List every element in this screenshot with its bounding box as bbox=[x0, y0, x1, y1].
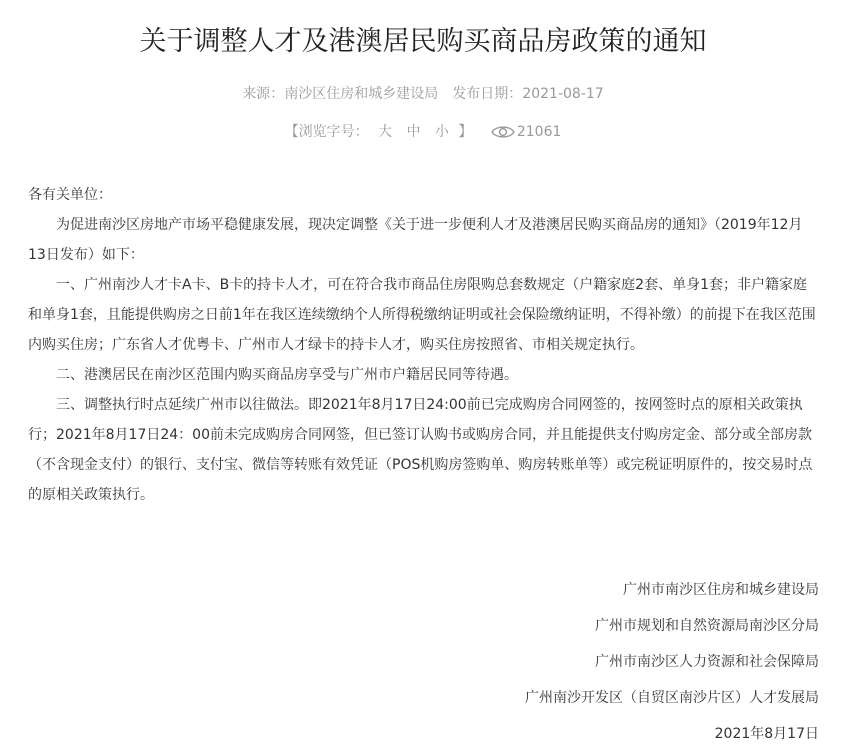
view-count-value: 21061 bbox=[516, 124, 562, 140]
publish-date: 2021-08-17 bbox=[522, 86, 604, 102]
source-value: 南沙区住房和城乡建设局 bbox=[284, 86, 439, 102]
salutation: 各有关单位： bbox=[28, 187, 112, 203]
font-size-medium-button[interactable]: 中 bbox=[406, 124, 421, 140]
clause-three: 三、调整执行时点延续广州市以往做法。即2021年8月17日24:00前已完成购房合同网签的，按网签时点的原相关政策执行；2021年8月17日24：00前未完成购房合同网签，但已签订认购书或购房合同，并且能提供支付购房定金、部分或全部房款（不含现金支付）的银行、支付宝、微信等转账有效凭证（POS机购房签购单、购房转账单等）或完税证明原件的，按交易时点的原相关政策执行。 bbox=[28, 397, 813, 503]
font-size-label: 【浏览字号： bbox=[284, 124, 369, 140]
clause-two: 二、港澳居民在南沙区范围内购买商品房享受与广州市户籍居民同等待遇。 bbox=[56, 367, 518, 383]
font-size-close: 】 bbox=[458, 124, 473, 140]
font-size-small-button[interactable]: 小 bbox=[434, 124, 449, 140]
date-label: 发布日期： bbox=[452, 86, 523, 102]
intro-paragraph: 为促进南沙区房地产市场平稳健康发展，现决定调整《关于进一步便利人才及港澳居民购买商品房的通知》（2019年12月13日发布）如下： bbox=[28, 217, 803, 263]
view-count bbox=[491, 120, 562, 144]
issuer-hr-bureau: 广州市南沙区人力资源和社会保障局 bbox=[595, 654, 819, 670]
eye-icon bbox=[491, 124, 515, 140]
signature-date: 2021年8月17日 bbox=[714, 726, 819, 742]
issuer-talent-bureau: 广州南沙开发区（自贸区南沙片区）人才发展局 bbox=[525, 690, 819, 706]
issuer-housing-bureau: 广州市南沙区住房和城乡建设局 bbox=[623, 582, 819, 598]
font-size-large-button[interactable]: 大 bbox=[378, 124, 393, 140]
page-title: 关于调整人才及港澳居民购买商品房政策的通知 bbox=[139, 26, 707, 57]
source-label: 来源： bbox=[242, 86, 285, 102]
issuer-planning-bureau: 广州市规划和自然资源局南沙区分局 bbox=[595, 618, 819, 634]
clause-one: 一、广州南沙人才卡A卡、B卡的持卡人才，可在符合我市商品住房限购总套数规定（户籍家庭2套、单身1套；非户籍家庭和单身1套，且能提供购房之日前1年在我区连续缴纳个人所得税缴纳证明或社会保险缴纳证明，不得补缴）的前提下在我区范围内购买住房；广东省人才优粤卡、广州市人才绿卡的持卡人才，购买住房按照省、市相关规定执行。 bbox=[28, 277, 816, 353]
article-meta bbox=[0, 82, 846, 106]
font-size-toolbar bbox=[0, 120, 846, 144]
signature-block bbox=[319, 572, 819, 752]
article-body bbox=[28, 180, 820, 510]
